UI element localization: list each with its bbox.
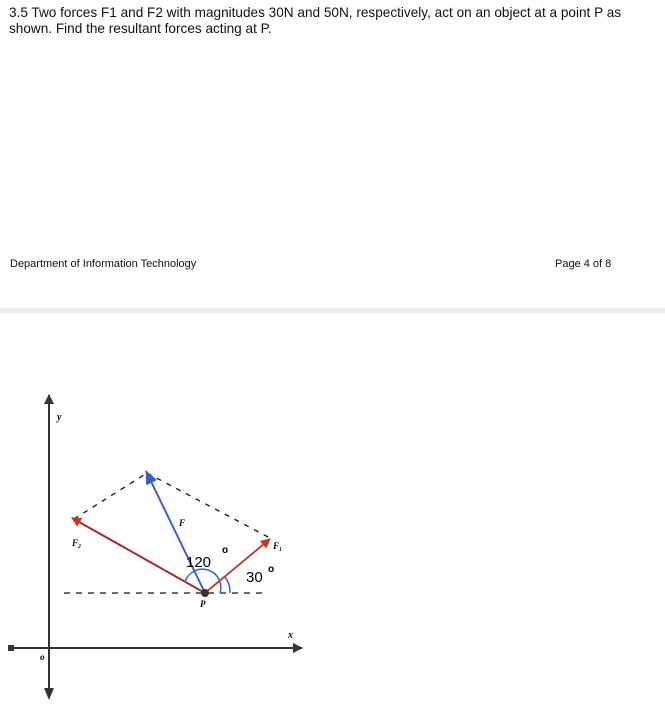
point-p-dot (201, 589, 209, 597)
parallelogram-dashed-top-right (147, 473, 270, 538)
angle-arc-30 (225, 577, 230, 593)
footer-page-number: Page 4 of 8 (555, 258, 612, 270)
x-axis-label: x (288, 630, 293, 641)
resultant-label: F (179, 518, 186, 528)
angle-120-degree: o (222, 545, 229, 556)
point-p-label: P (200, 599, 206, 609)
parallelogram-dashed-top-left (74, 473, 147, 519)
f2-label: F₂ (72, 538, 82, 548)
angle-30-label: 30 (246, 569, 263, 586)
y-axis-down-arrow-icon (44, 688, 54, 700)
angle-120-label: 120 (186, 554, 212, 571)
question-text: 3.5 Two forces F1 and F2 with magnitudes 30N and 50N, respectively, act on an object at a point P as shown. Find the resultant forces acting at P. (9, 5, 622, 36)
resultant-vector (146, 471, 205, 593)
x-axis-left-cap (8, 645, 14, 651)
f1-label: F₁ (273, 541, 283, 551)
origin-label: o (40, 652, 45, 662)
footer-department: Department of Information Technology (10, 258, 197, 270)
angle-30-degree: o (268, 564, 275, 575)
y-axis-label: y (57, 412, 62, 423)
